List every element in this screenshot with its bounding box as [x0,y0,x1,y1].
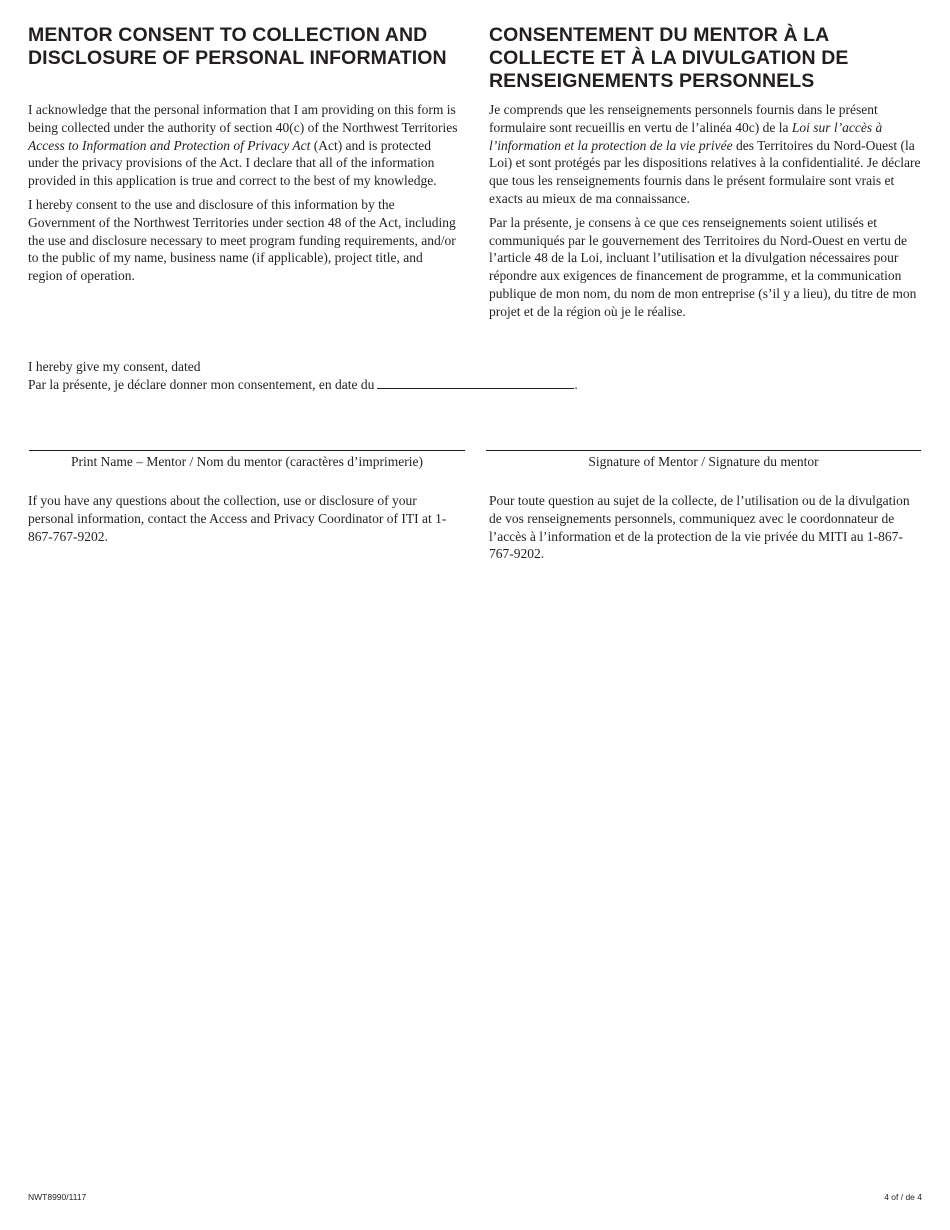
english-section [28,24,458,291]
page-number: 4 of / de 4 [884,1192,922,1202]
mentor-signature-label: Signature of Mentor / Signature du mentor [588,454,819,469]
french-para1-start: Je comprends que les renseignements personnels fournis dans le présent formulaire sont recueillis en vertu de l’alinéa 40c) de la [489,102,878,135]
form-number: NWT8990/1117 [28,1192,87,1202]
french-consent-paragraph: Par la présente, je consens à ce que ces renseignements soient utilisés et communiqués par le gouvernement des Territoires du Nord-Ouest en vertu de l’article 48 de la Loi, incluant l’utilisation et la divulgation nécessaires pour répondre aux exigences de financement de programme, et la communication publique de mon nom, du nom de mon entreprise (s’il y a lieu), du titre de mon projet et de la région où je le réalise. [489,214,917,319]
french-heading: CONSENTEMENT DU MENTOR À LA COLLECTE ET À LA DIVULGATION DE RENSEIGNEMENTS PERSONNELS [489,24,849,92]
mentor-signature-field[interactable] [486,450,921,451]
english-consent-paragraph: I hereby consent to the use and disclosure of this information by the Government of the Northwest Territories under section 48 of the Act, including the use and disclosure necessary to meet program funding requirements, and/or to the public of my name, business name (if applicable), project title, and region of operation. [28,196,456,284]
english-heading: MENTOR CONSENT TO COLLECTION AND DISCLOSURE OF PERSONAL INFORMATION [28,24,447,69]
french-section [489,24,923,327]
english-para1-start: I acknowledge that the personal information that I am providing on this form is being collected under the authority of section 40(c) of the Northwest Territories [28,102,458,135]
mentor-name-label: Print Name – Mentor / Nom du mentor (caractères d’imprimerie) [70,454,423,469]
english-para1-end: (Act) and is protected under the privacy provisions of the Act. I declare that all of the information provided in this application is true and correct to the best of my knowledge. [28,137,437,189]
english-acknowledgement-paragraph [28,101,458,190]
consent-date-block [28,358,578,394]
consent-period: . [574,376,578,392]
consent-line-fr-row [28,376,578,394]
consent-line-en: I hereby give my consent, dated [28,359,201,374]
mentor-name-field[interactable] [29,450,465,451]
french-para1-end: des Territoires du Nord-Ouest (la Loi) et sont protégés par les dispositions relatives à la confidentialité. Je déclare que tous les renseignements fournis dans le présent formulaire sont vrais et exacts au mieux de ma connaissance. [489,137,921,206]
contact-info-fr: Pour toute question au sujet de la collecte, de l’utilisation ou de la divulgation de vos renseignements personnels, communiquez avec le coordonnateur de l’accès à l’information et de la protection de la vie privée du MITI au 1-867-767-9202. [489,493,910,562]
contact-info-en: If you have any questions about the collection, use or disclosure of your personal information, contact the Access and Privacy Coordinator of ITI at 1-867-767-9202. [28,493,447,544]
french-acknowledgement-paragraph [489,101,923,208]
french-act-title: Loi sur l’accès à l’information et la protection de la vie privée [489,119,883,153]
consent-date-field[interactable] [377,376,574,389]
english-act-title: Access to Information and Protection of Privacy Act [28,137,311,153]
consent-line-fr: Par la présente, je déclare donner mon consentement, en date du [28,376,375,392]
